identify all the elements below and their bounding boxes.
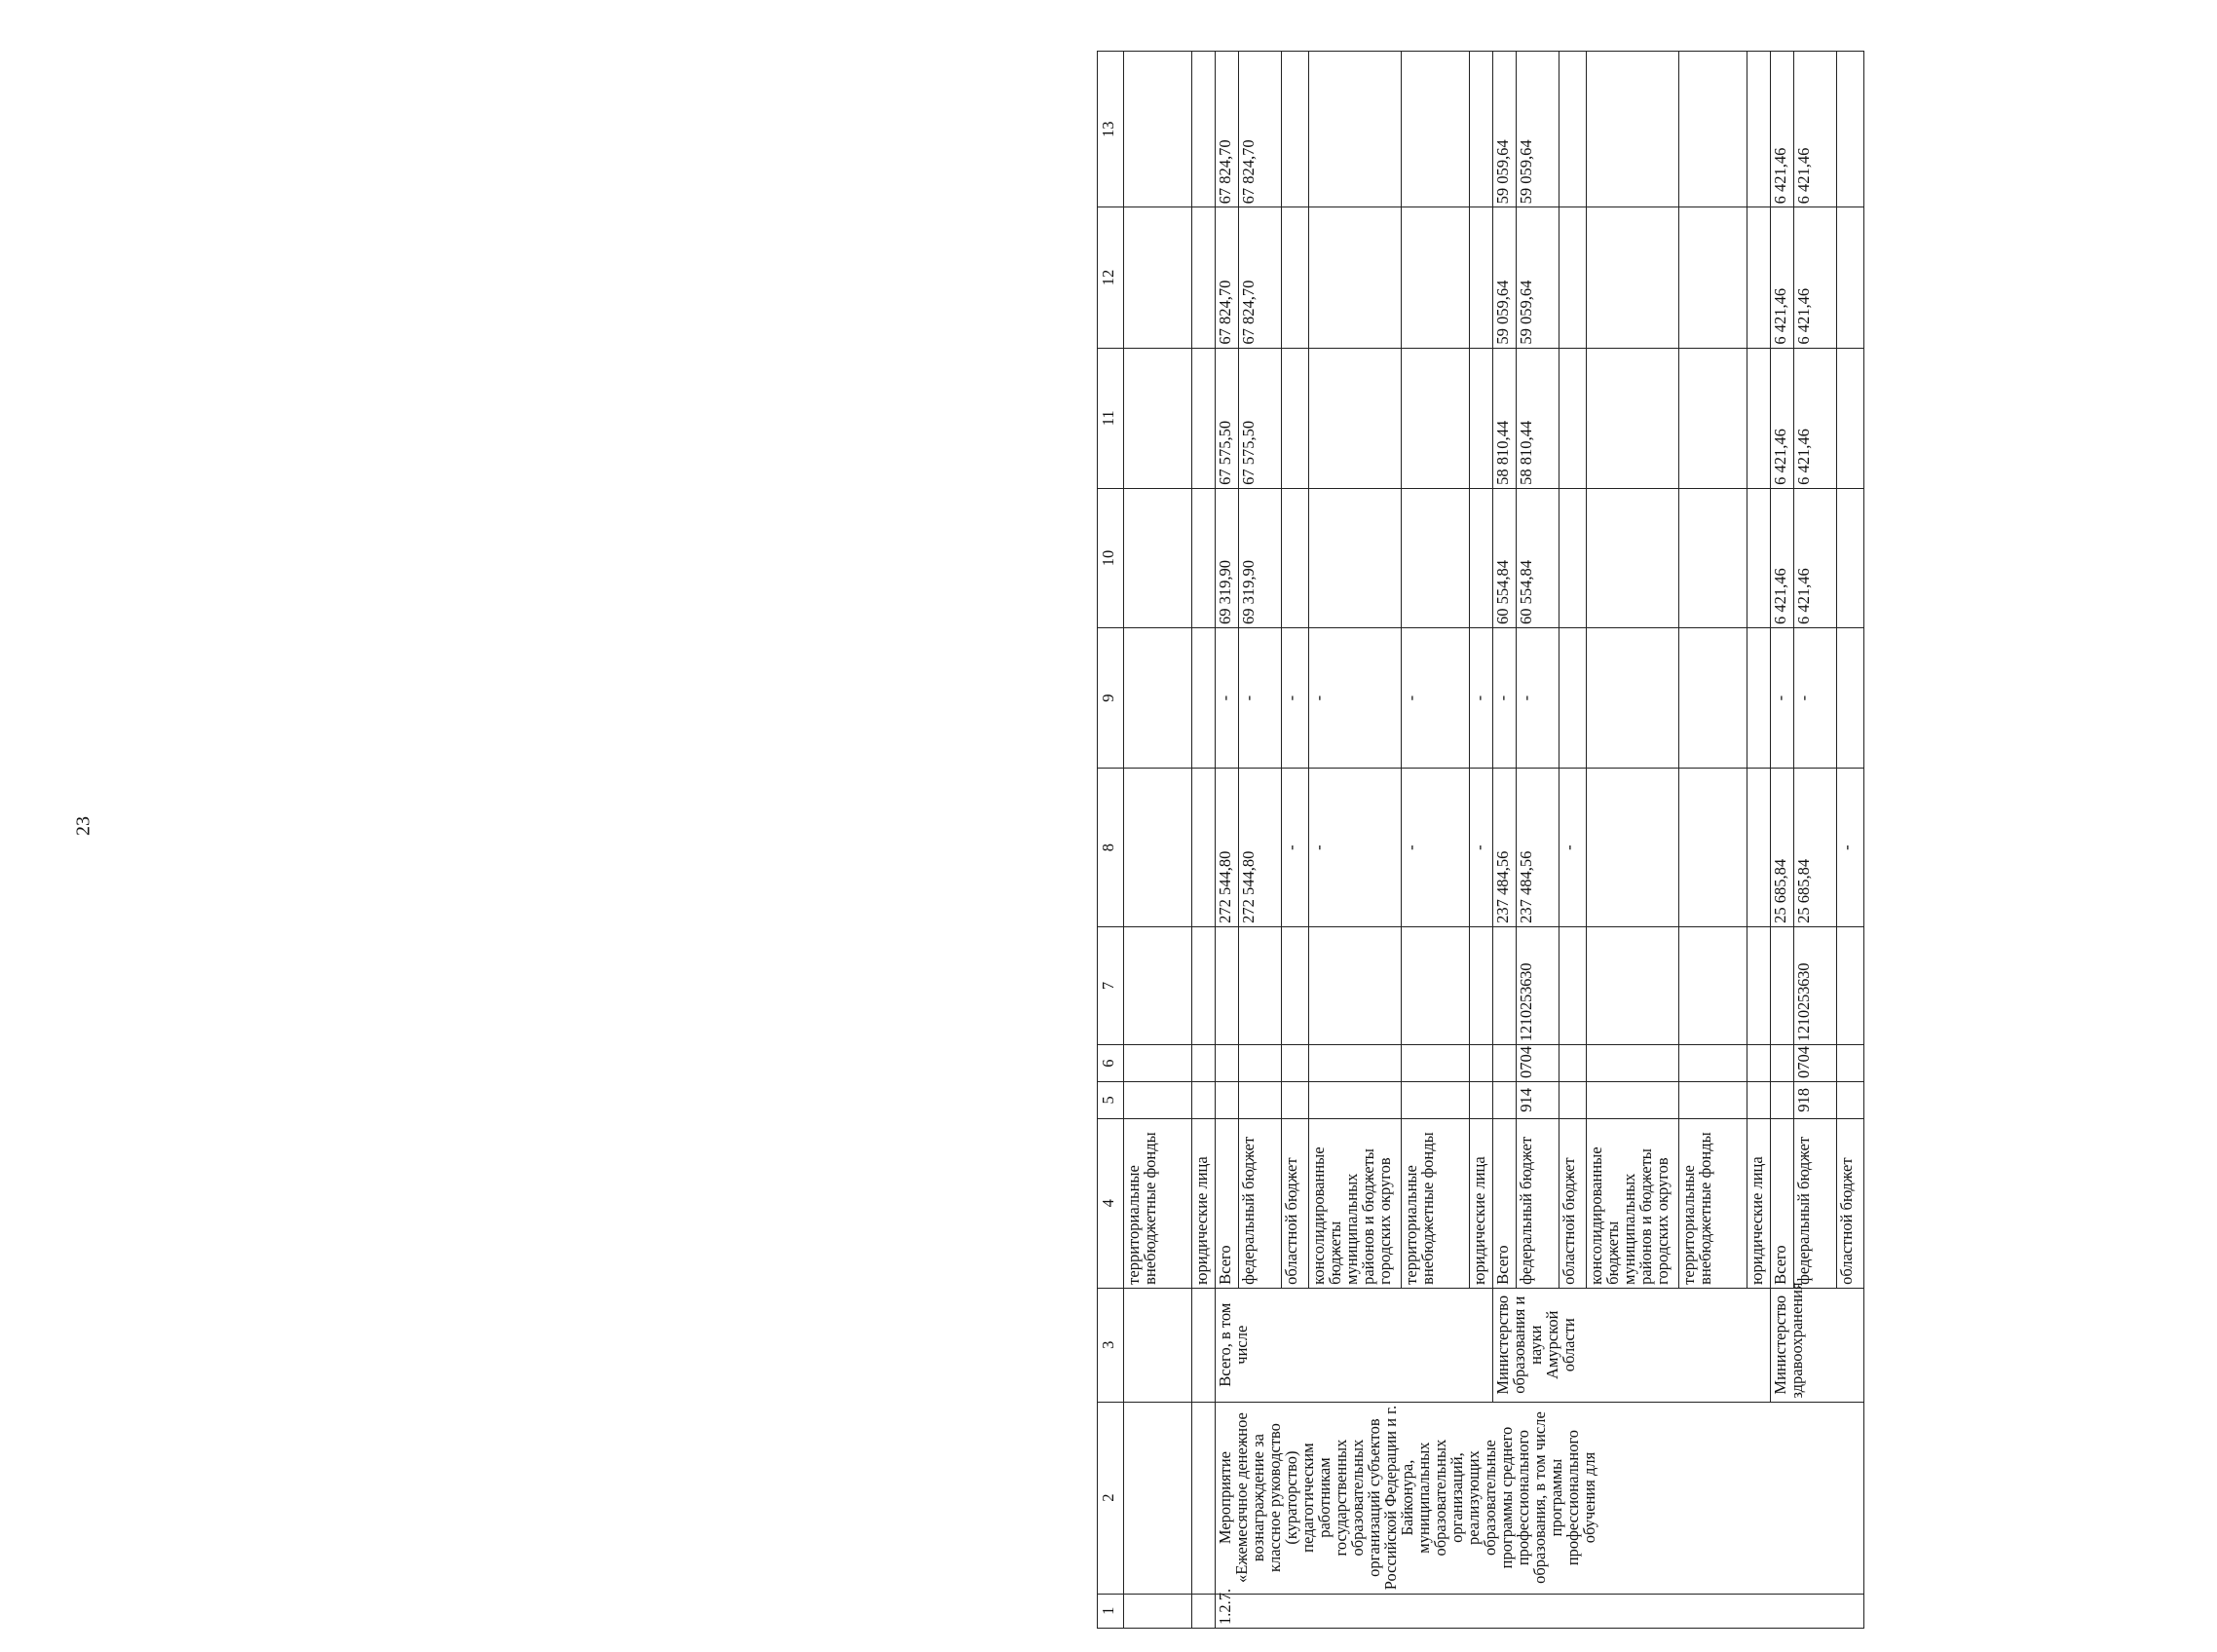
- source-label: областной бюджет: [1559, 1118, 1587, 1288]
- source-label: Всего: [1216, 1118, 1239, 1288]
- edu-row-regional: областной бюджет -: [1559, 52, 1587, 1629]
- funding-table: [1097, 51, 1864, 1629]
- col-header-7: 7: [1098, 926, 1124, 1044]
- source-label: федеральный бюджет: [1517, 1118, 1559, 1288]
- col-header-10: 10: [1098, 488, 1124, 627]
- edu-row-federal: федеральный бюджет 914 0704 1210253630 237 484,56 - 60 554,84 58 810,44 59 059,64 59 059,64: [1517, 52, 1559, 1629]
- col-header-13: 13: [1098, 52, 1124, 207]
- source-label: областной бюджет: [1282, 1118, 1309, 1288]
- col-header-5: 5: [1098, 1082, 1124, 1119]
- source-label: областной бюджет: [1837, 1118, 1864, 1288]
- col-header-8: 8: [1098, 769, 1124, 927]
- column-number-row: [1098, 52, 1124, 1629]
- source-label: Всего: [1493, 1118, 1517, 1288]
- measure-row-total: 1.2.7. Мероприятие «Ежемесячное денежное вознаграждение за классное руководство (кураторство) педагогическим работникам государственных образовательных организаций субъектов Российской Федерации и г. Байконура, муниципальных образовательных организаций, реализующих образовательные программы среднего профессионального образования, в том числе программы профессионального обучения для Всего, в том числе Всего 272 544,80 - 69 319,90 67 575,50 67 824,70 67 824,70: [1216, 52, 1239, 1629]
- measure-row-federal: федеральный бюджет 272 544,80 - 69 319,90 67 575,50 67 824,70 67 824,70: [1239, 52, 1282, 1629]
- measure-row-regional: областной бюджет - -: [1282, 52, 1309, 1629]
- measure-row-municipal: консолидированные бюджеты муниципальных районов и бюджеты городских округов - -: [1309, 52, 1402, 1629]
- source-label: юридические лица: [1747, 1118, 1771, 1288]
- health-row-regional: областной бюджет -: [1837, 52, 1864, 1629]
- source-label: территориальные внебюджетные фонды: [1402, 1118, 1470, 1288]
- source-label: Всего: [1771, 1118, 1794, 1288]
- continued-legal-row: [1192, 52, 1216, 1629]
- csr-code: 1210253630: [1517, 926, 1559, 1044]
- col-header-2: 2: [1098, 1402, 1124, 1594]
- source-label: федеральный бюджет: [1794, 1118, 1837, 1288]
- source-label: консолидированные бюджеты муниципальных районов и бюджеты городских округов: [1309, 1118, 1402, 1288]
- measure-number: 1.2.7.: [1216, 1594, 1864, 1628]
- col-header-12: 12: [1098, 207, 1124, 348]
- health-row-total: Министерство здравоохранения Всего 25 685,84 - 6 421,46 6 421,46 6 421,46 6 421,46: [1771, 52, 1794, 1629]
- health-row-federal: федеральный бюджет 918 0704 1210253630 25 685,84 - 6 421,46 6 421,46 6 421,46 6 421,46: [1794, 52, 1837, 1629]
- col-header-6: 6: [1098, 1045, 1124, 1082]
- col-header-9: 9: [1098, 628, 1124, 769]
- source-label: территориальные внебюджетные фонды: [1679, 1118, 1747, 1288]
- grbs-code: 914: [1517, 1082, 1559, 1119]
- section-code: 0704: [1794, 1045, 1837, 1082]
- legal-label: юридические лица: [1192, 1118, 1216, 1288]
- section-code: 0704: [1517, 1045, 1559, 1082]
- col-header-3: 3: [1098, 1288, 1124, 1402]
- measure-row-legal: юридические лица - -: [1470, 52, 1493, 1629]
- source-label: юридические лица: [1470, 1118, 1493, 1288]
- ministry-health: Министерство здравоохранения: [1771, 1288, 1864, 1402]
- page-number: 23: [72, 816, 94, 836]
- measure-total-label: Всего, в том числе: [1216, 1288, 1493, 1402]
- col-header-4: 4: [1098, 1118, 1124, 1288]
- col-header-11: 11: [1098, 348, 1124, 488]
- measure-row-funds: территориальные внебюджетные фонды - -: [1402, 52, 1470, 1629]
- amount-total: 272 544,80: [1216, 769, 1239, 927]
- source-label: консолидированные бюджеты муниципальных районов и бюджеты городских округов: [1587, 1118, 1679, 1288]
- continued-funds-row: [1124, 52, 1192, 1629]
- ministry-education: Министерство образования и науки Амурской области: [1493, 1288, 1771, 1402]
- fund-label: территориальные внебюджетные фонды: [1124, 1118, 1192, 1288]
- source-label: федеральный бюджет: [1239, 1118, 1282, 1288]
- measure-name: Мероприятие «Ежемесячное денежное вознаграждение за классное руководство (кураторство) педагогическим работникам государственных образовательных организаций субъектов Российской Федерации и г. Байконура, муниципальных образовательных организаций, реализующих образовательные программы среднего профессионального образования, в том числе программы профессионального обучения для: [1216, 1402, 1864, 1594]
- csr-code: 1210253630: [1794, 926, 1837, 1044]
- rotated-page: [1097, 70, 2217, 1629]
- col-header-1: 1: [1098, 1594, 1124, 1628]
- edu-row-total: Министерство образования и науки Амурской области Всего 237 484,56 - 60 554,84 58 810,44 59 059,64 59 059,64: [1493, 52, 1517, 1629]
- grbs-code: 918: [1794, 1082, 1837, 1119]
